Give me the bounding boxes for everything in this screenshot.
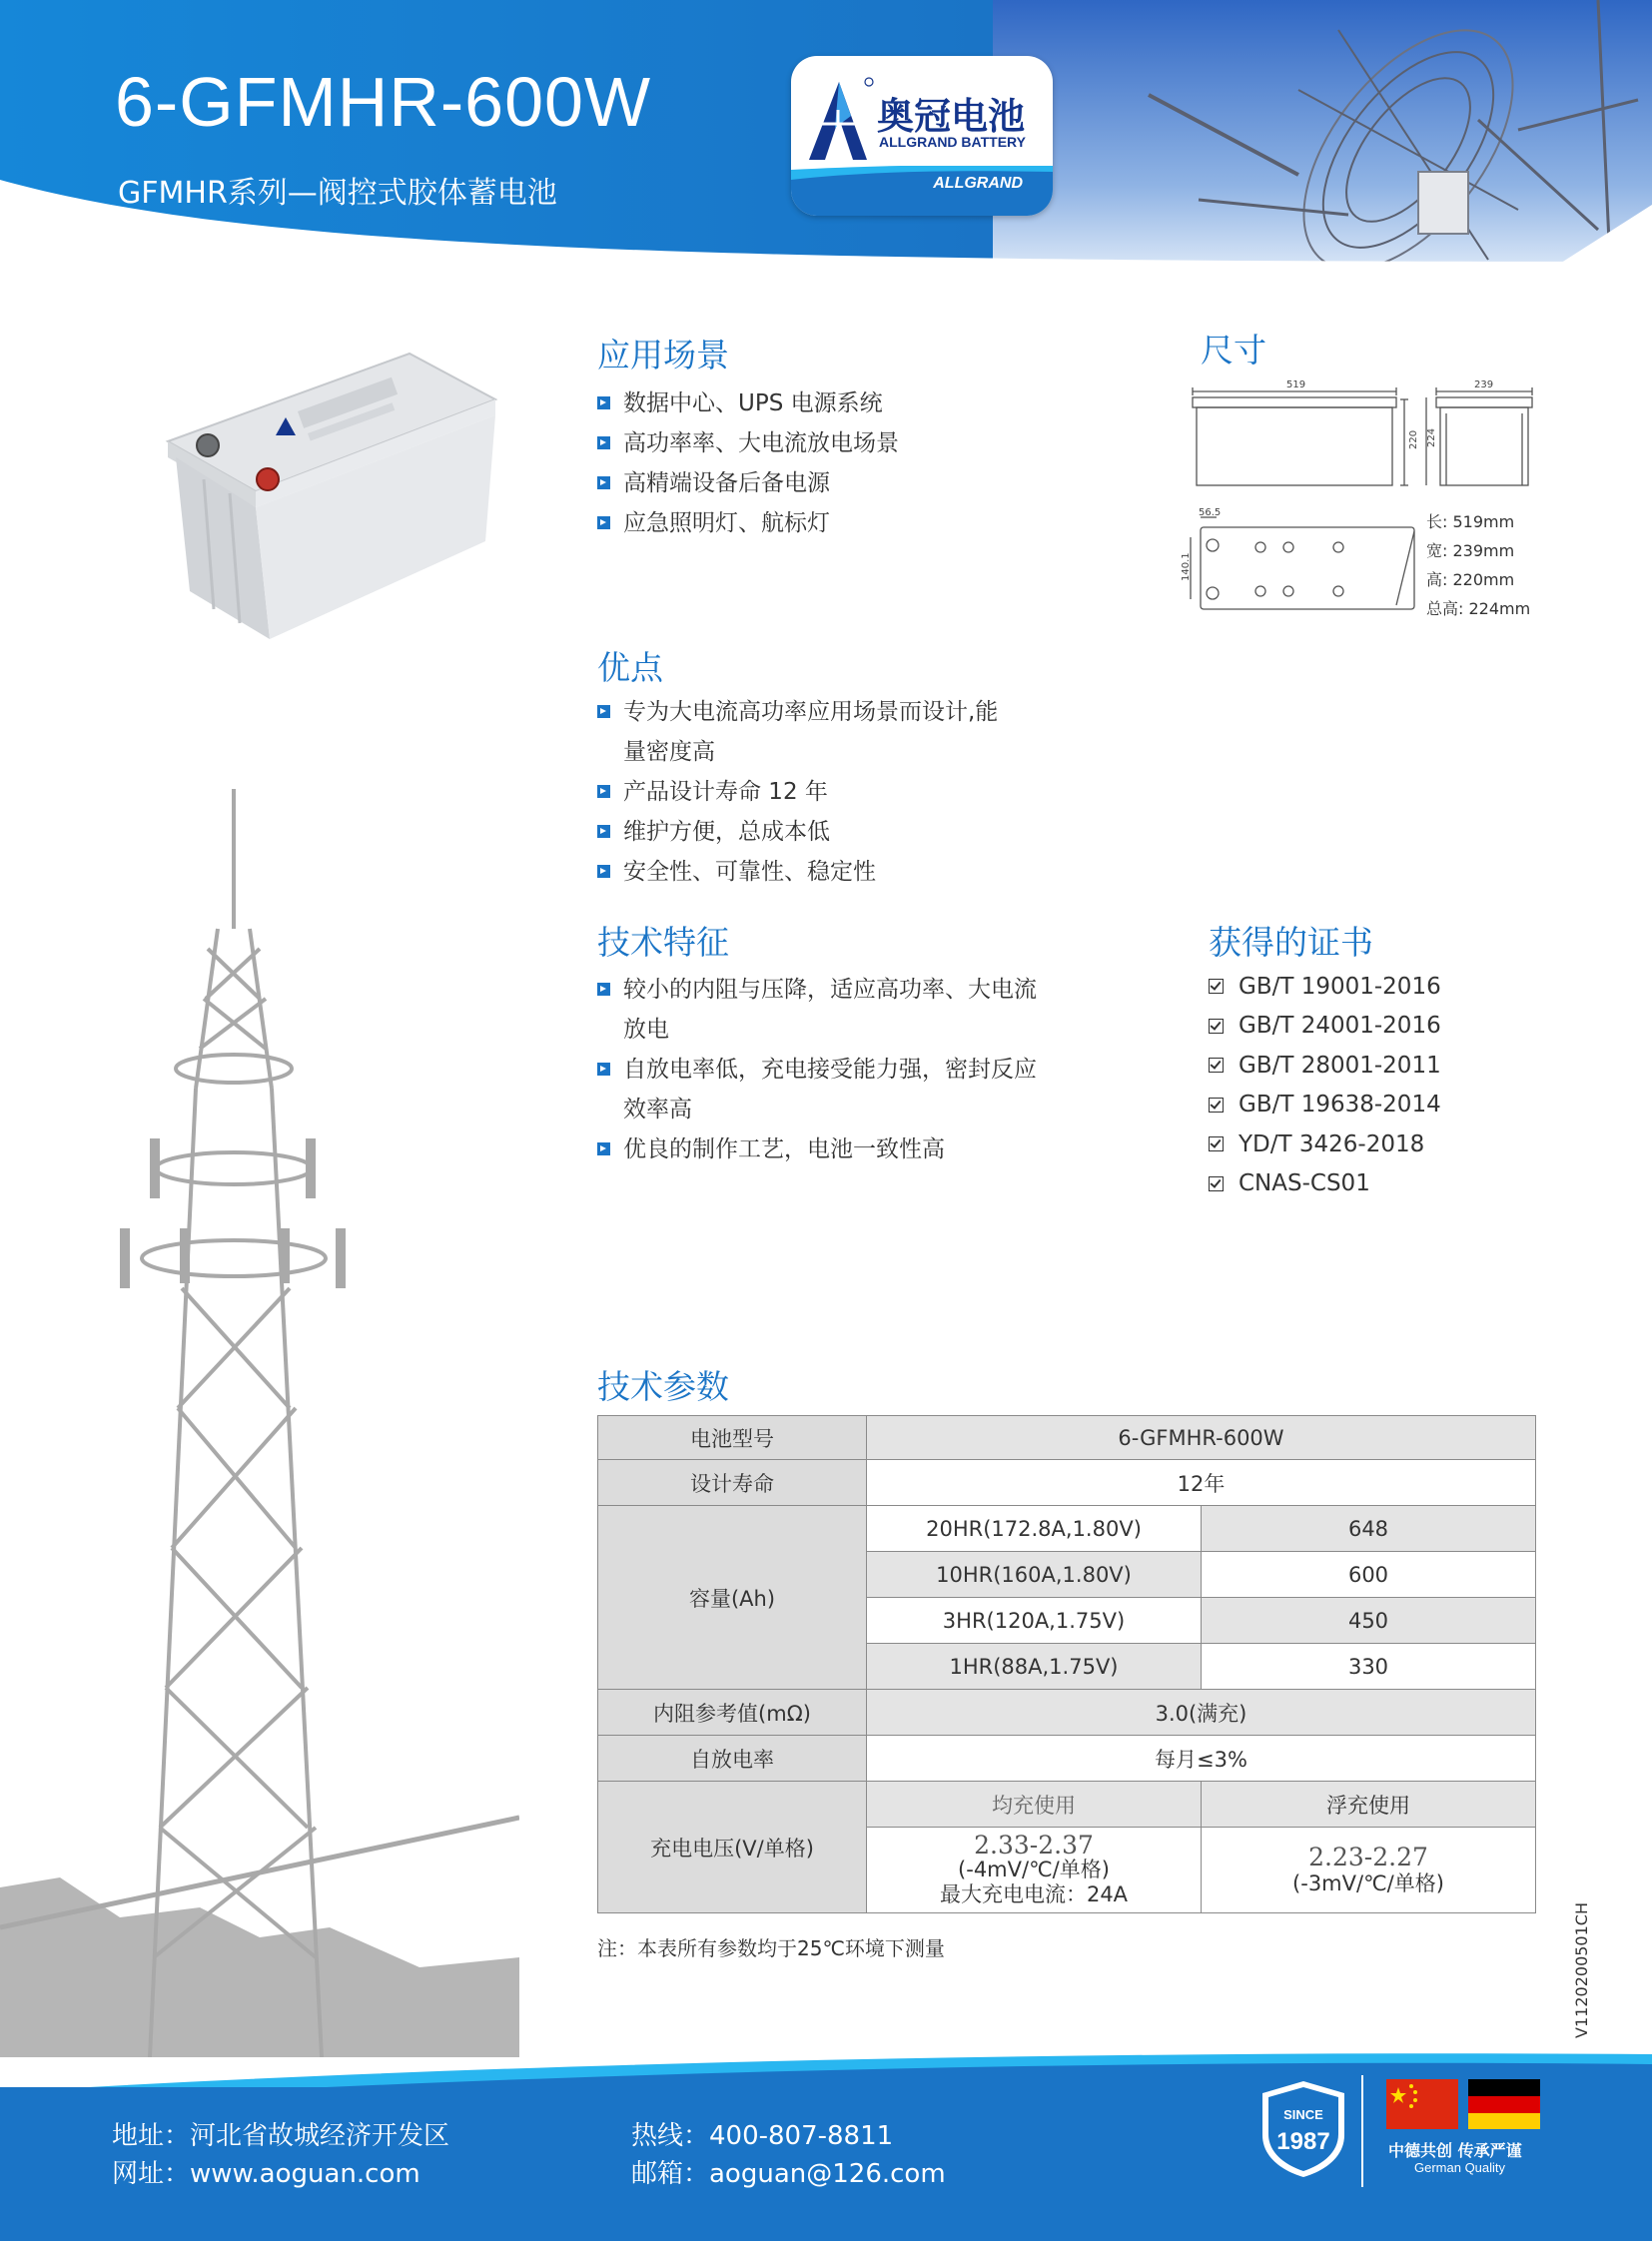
applications-title: 应用场景 <box>597 336 729 374</box>
resistance-value: 3.0(满充) <box>867 1690 1536 1736</box>
table-row <box>598 1736 1536 1782</box>
self-discharge-value: 每月≤3% <box>867 1736 1536 1782</box>
footer-divider <box>1361 2075 1363 2187</box>
capacity-rate: 1HR(88A,1.75V) <box>867 1644 1202 1690</box>
advantages-item: 产品设计寿命 12 年 <box>597 772 998 812</box>
table-row <box>598 1416 1536 1460</box>
applications-item: 高精端设备后备电源 <box>597 463 899 503</box>
dim-offset-label: 56.5 <box>1199 507 1222 518</box>
since-badge-icon <box>1258 2079 1348 2179</box>
certificate-item: GB/T 28001-2011 <box>1209 1046 1441 1086</box>
self-discharge-label: 自放电率 <box>598 1736 867 1782</box>
battery-product-image <box>148 352 507 641</box>
float-charge-value: 2.23-2.27 (-3mV/℃/单格) <box>1202 1828 1536 1913</box>
applications-item: 应急照明灯、航标灯 <box>597 503 899 543</box>
dim-width-label: 239 <box>1474 379 1494 390</box>
dimension-width: 宽: 239mm <box>1426 541 1515 560</box>
table-note: 注：本表所有参数均于25℃环境下测量 <box>597 1936 945 1960</box>
life-value: 12年 <box>867 1460 1536 1506</box>
allgrand-logo-icon <box>799 68 889 178</box>
capacity-rate: 3HR(120A,1.75V) <box>867 1598 1202 1644</box>
quality-english: German Quality <box>1414 2160 1506 2175</box>
charge-voltage-label: 充电电压(V/单格) <box>598 1782 867 1913</box>
capacity-value: 600 <box>1202 1552 1536 1598</box>
float-charge-label: 浮充使用 <box>1202 1782 1536 1828</box>
certificate-item: CNAS-CS01 <box>1209 1164 1441 1204</box>
table-row <box>598 1690 1536 1736</box>
equal-charge-label: 均充使用 <box>867 1782 1202 1828</box>
features-list <box>597 970 1037 1169</box>
brand-logo <box>791 56 1053 216</box>
advantages-item: 维护方便，总成本低 <box>597 812 998 852</box>
capacity-rate: 10HR(160A,1.80V) <box>867 1552 1202 1598</box>
page-subtitle: GFMHR系列—阀控式胶体蓄电池 <box>118 176 557 211</box>
since-label: SINCE <box>1283 2107 1323 2122</box>
certificate-item: GB/T 24001-2016 <box>1209 1007 1441 1047</box>
checkbox-checked-icon <box>1209 1058 1224 1073</box>
certificates-list <box>1209 967 1441 1203</box>
features-item: 自放电率低，充电接受能力强，密封反应 效率高 <box>597 1050 1037 1129</box>
footer-email[interactable]: 邮箱：aoguan@126.com <box>631 2159 946 2189</box>
logo-english-name: ALLGRAND BATTERY <box>879 134 1026 150</box>
params-table <box>597 1415 1536 1913</box>
features-item: 较小的内阻与压降，适应高功率、大电流 放电 <box>597 970 1037 1050</box>
advantages-item: 安全性、可靠性、稳定性 <box>597 852 998 892</box>
advantages-title: 优点 <box>597 648 663 687</box>
capacity-label: 容量(Ah) <box>598 1506 867 1690</box>
advantages-item: 专为大电流高功率应用场景而设计,能 量密度高 <box>597 692 998 772</box>
applications-item: 高功率率、大电流放电场景 <box>597 423 899 463</box>
footer-address: 地址：河北省故城经济开发区 <box>112 2121 450 2151</box>
life-label: 设计寿命 <box>598 1460 867 1506</box>
checkbox-checked-icon <box>1209 979 1224 994</box>
checkbox-checked-icon <box>1209 1136 1224 1151</box>
dimension-height: 高: 220mm <box>1426 570 1515 589</box>
certificate-item: GB/T 19001-2016 <box>1209 967 1441 1007</box>
certificate-item: YD/T 3426-2018 <box>1209 1124 1441 1164</box>
checkbox-checked-icon <box>1209 1176 1224 1191</box>
dimension-list <box>1426 507 1530 623</box>
table-row <box>598 1782 1536 1828</box>
dim-pitch-label: 140.1 <box>1181 552 1192 581</box>
flags-icon <box>1386 2079 1542 2133</box>
logo-band-text: ALLGRAND <box>933 175 1023 192</box>
since-year: 1987 <box>1276 2128 1330 2155</box>
features-item: 优良的制作工艺，电池一致性高 <box>597 1129 1037 1169</box>
certificates-title: 获得的证书 <box>1209 923 1373 962</box>
page-title: 6-GFMHR-600W <box>115 63 652 141</box>
features-title: 技术特征 <box>597 923 729 962</box>
capacity-value: 648 <box>1202 1506 1536 1552</box>
table-row <box>598 1506 1536 1552</box>
checkbox-checked-icon <box>1209 1098 1224 1113</box>
model-value: 6-GFMHR-600W <box>867 1416 1536 1460</box>
applications-list <box>597 383 899 543</box>
footer-hotline: 热线：400-807-8811 <box>631 2121 894 2151</box>
dim-length-label: 519 <box>1286 379 1306 390</box>
equal-charge-value: 2.33-2.37 (-4mV/℃/单格) 最大充电电流：24A <box>867 1828 1202 1913</box>
model-label: 电池型号 <box>598 1416 867 1460</box>
dimensions-title: 尺寸 <box>1201 331 1266 370</box>
capacity-rate: 20HR(172.8A,1.80V) <box>867 1506 1202 1552</box>
logo-chinese-name: 奥冠电池 <box>877 95 1025 138</box>
header-banner <box>0 0 1652 265</box>
applications-item: 数据中心、UPS 电源系统 <box>597 383 899 423</box>
dimension-total-height: 总高: 224mm <box>1426 599 1531 618</box>
params-title: 技术参数 <box>597 1367 729 1406</box>
capacity-value: 450 <box>1202 1598 1536 1644</box>
checkbox-checked-icon <box>1209 1019 1224 1034</box>
dim-height-label: 220 <box>1408 429 1419 449</box>
dim-total-height-label: 224 <box>1426 427 1437 447</box>
quality-chinese: 中德共创 传承严谨 <box>1388 2141 1522 2160</box>
footer-website[interactable]: 网址：www.aoguan.com <box>112 2159 420 2189</box>
advantages-list <box>597 692 998 892</box>
resistance-label: 内阻参考值(mΩ) <box>598 1690 867 1736</box>
communication-tower-image <box>0 789 519 2057</box>
capacity-value: 330 <box>1202 1644 1536 1690</box>
dimension-length: 长: 519mm <box>1426 512 1515 531</box>
table-row <box>598 1460 1536 1506</box>
certificate-item: GB/T 19638-2014 <box>1209 1086 1441 1125</box>
version-code: V1120200501CH <box>1572 1902 1591 2038</box>
